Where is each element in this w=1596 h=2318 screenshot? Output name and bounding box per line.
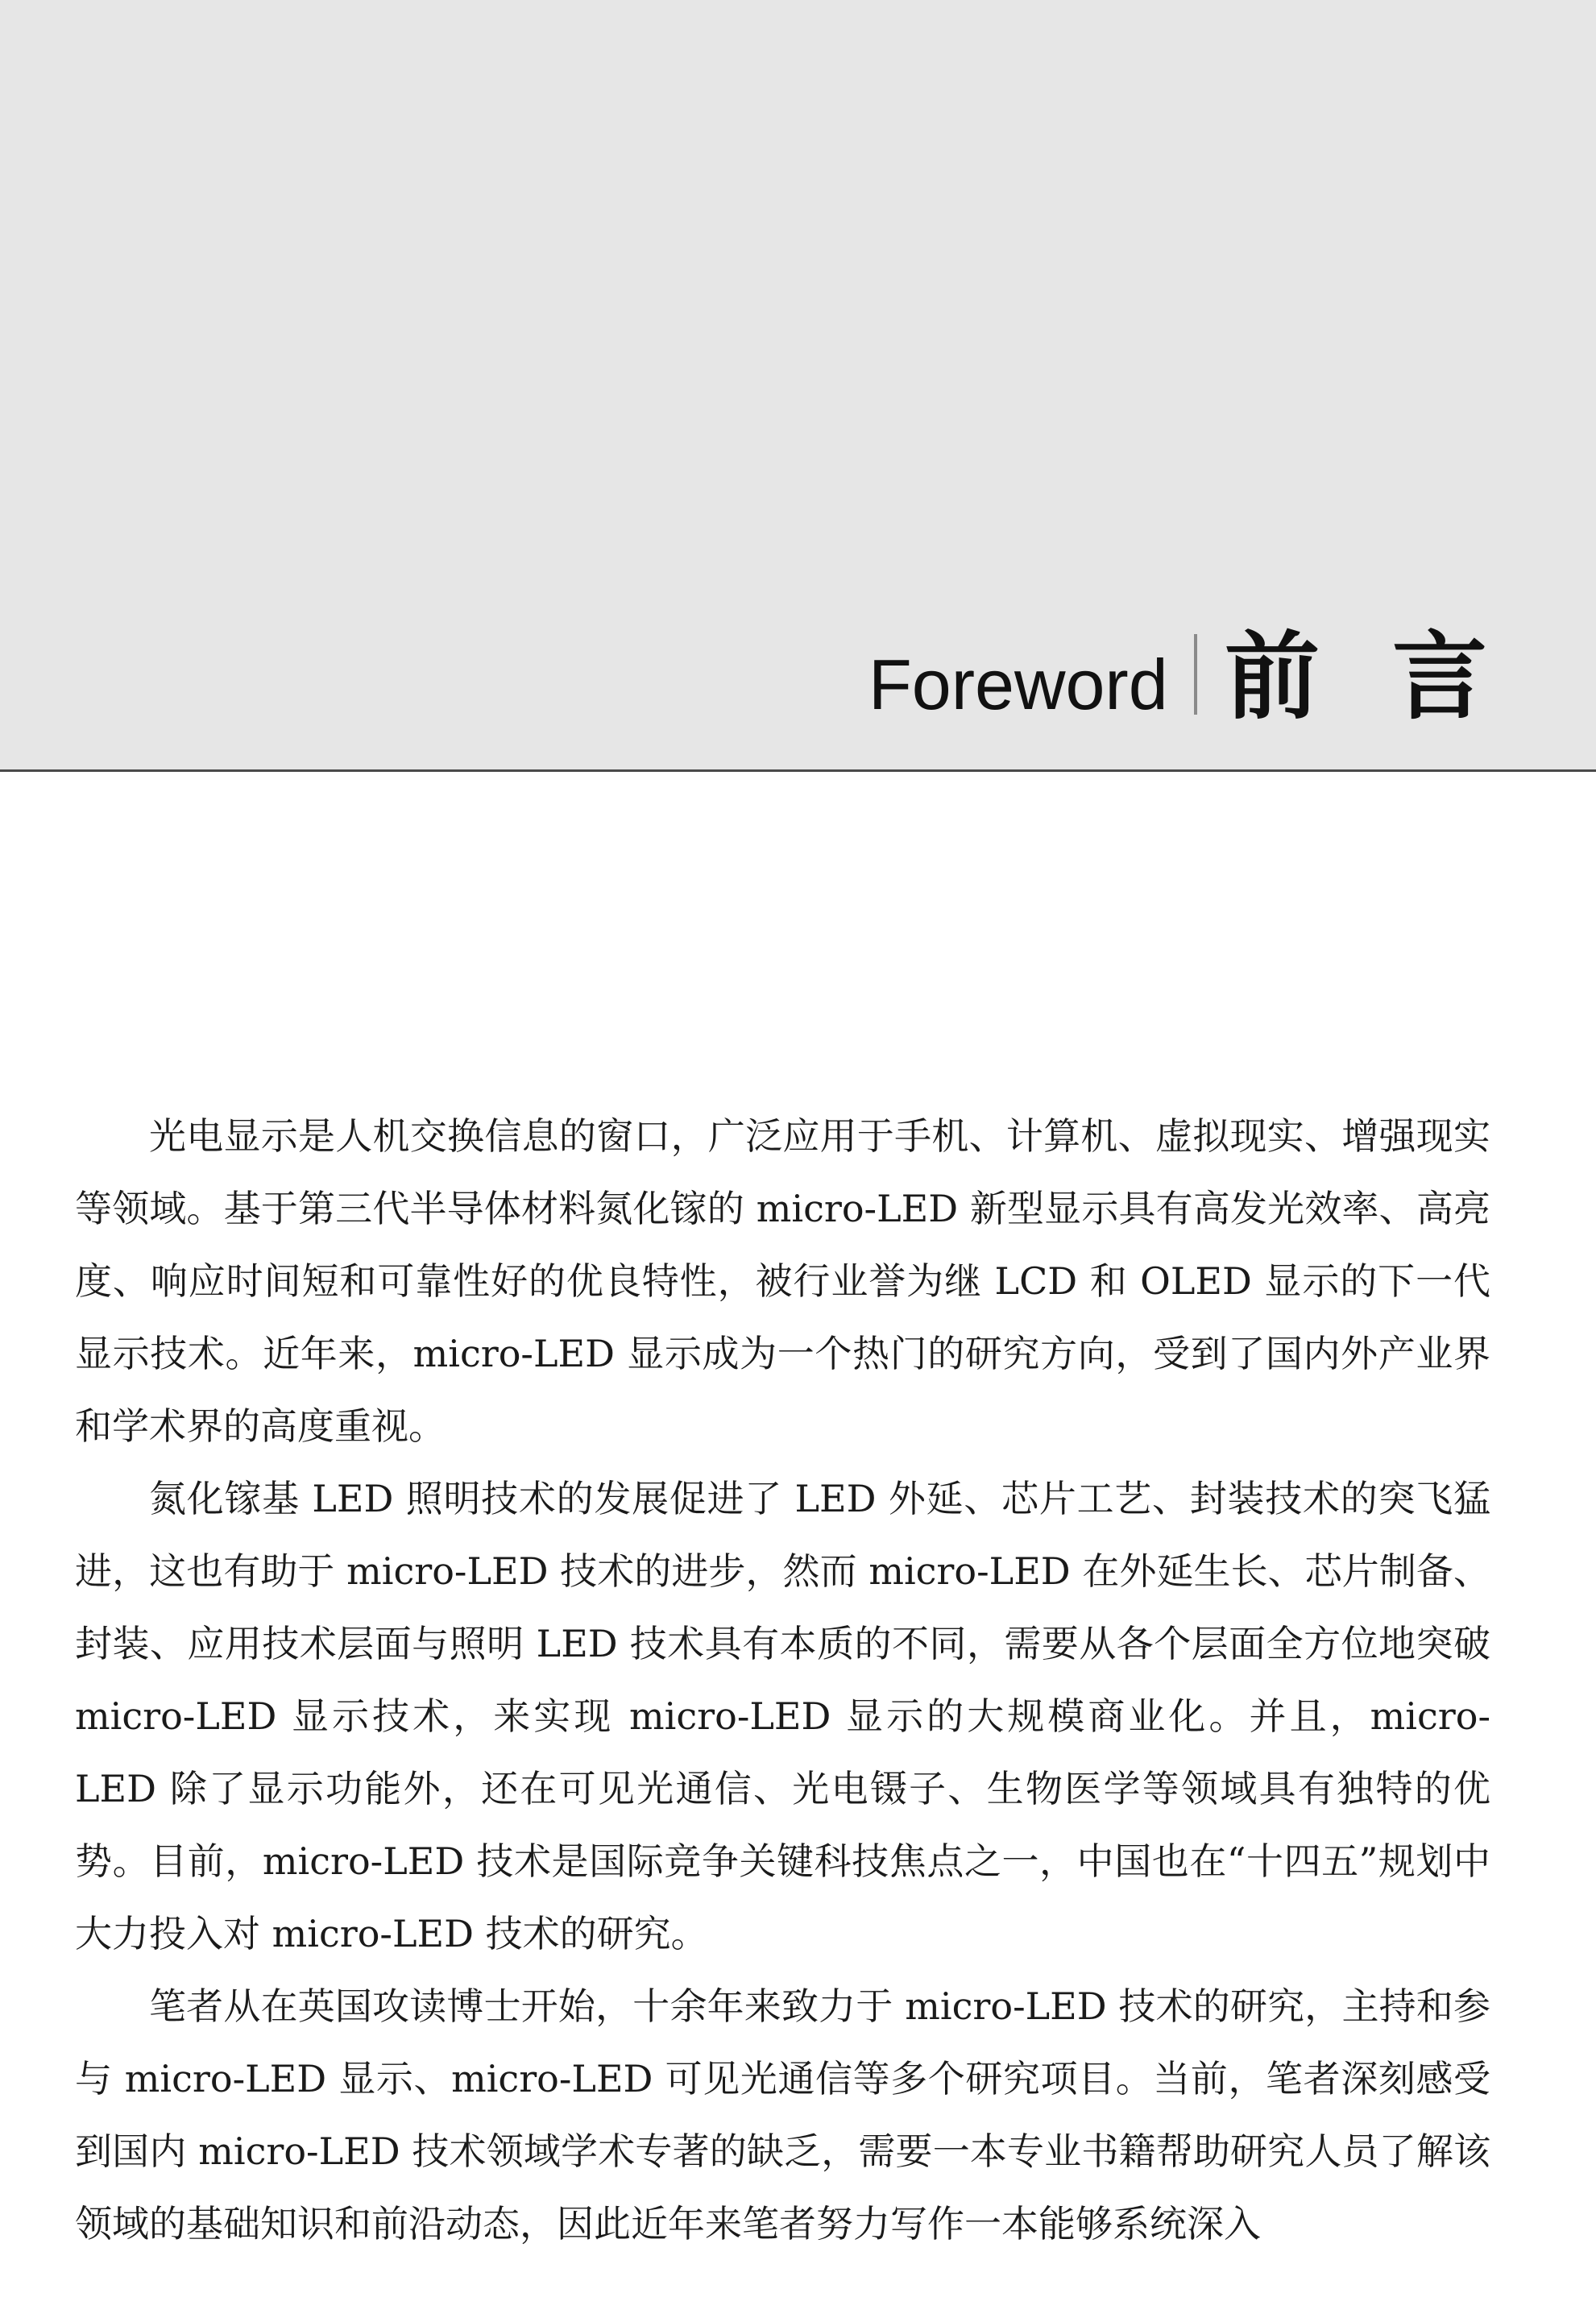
title-english: Foreword xyxy=(868,645,1168,724)
paragraph-3: 笔者从在英国攻读博士开始，十余年来致力于 micro-LED 技术的研究，主持和参与 micro-LED 显示、micro-LED 可见光通信等多个研究项目。当前，笔者深刻感受到国内 micro-LED 技术领域学术专著的缺乏，需要一本专业书籍帮助研究人员了解该领域的基础知识和前沿动态，因此近年来笔者努力写作一本能够系统深入 xyxy=(75,1984,1490,2245)
body-text xyxy=(75,1100,1490,2260)
title-chinese: 前言 xyxy=(1225,620,1561,732)
paragraph-2: 氮化镓基 LED 照明技术的发展促进了 LED 外延、芯片工艺、封装技术的突飞猛进，这也有助于 micro-LED 技术的进步，然而 micro-LED 在外延生长、芯片制备、封装、应用技术层面与照明 LED 技术具有本质的不同，需要从各个层面全方位地突破 micro-LED 显示技术，来实现 micro-LED 显示的大规模商业化。并且，micro-LED 除了显示功能外，还在可见光通信、光电镊子、生物医学等领域具有独特的优势。目前，micro-LED 技术是国际竞争关键科技焦点之一，中国也在“十四五”规划中大力投入对 micro-LED 技术的研究。 xyxy=(75,1477,1490,1955)
title-separator xyxy=(1194,634,1197,715)
paragraph-1: 光电显示是人机交换信息的窗口，广泛应用于手机、计算机、虚拟现实、增强现实等领域。基于第三代半导体材料氮化镓的 micro-LED 新型显示具有高发光效率、高亮度、响应时间短和可靠性好的优良特性，被行业誉为继 LCD 和 OLED 显示的下一代显示技术。近年来，micro-LED 显示成为一个热门的研究方向，受到了国内外产业界和学术界的高度重视。 xyxy=(75,1114,1490,1448)
header-divider xyxy=(0,769,1596,772)
